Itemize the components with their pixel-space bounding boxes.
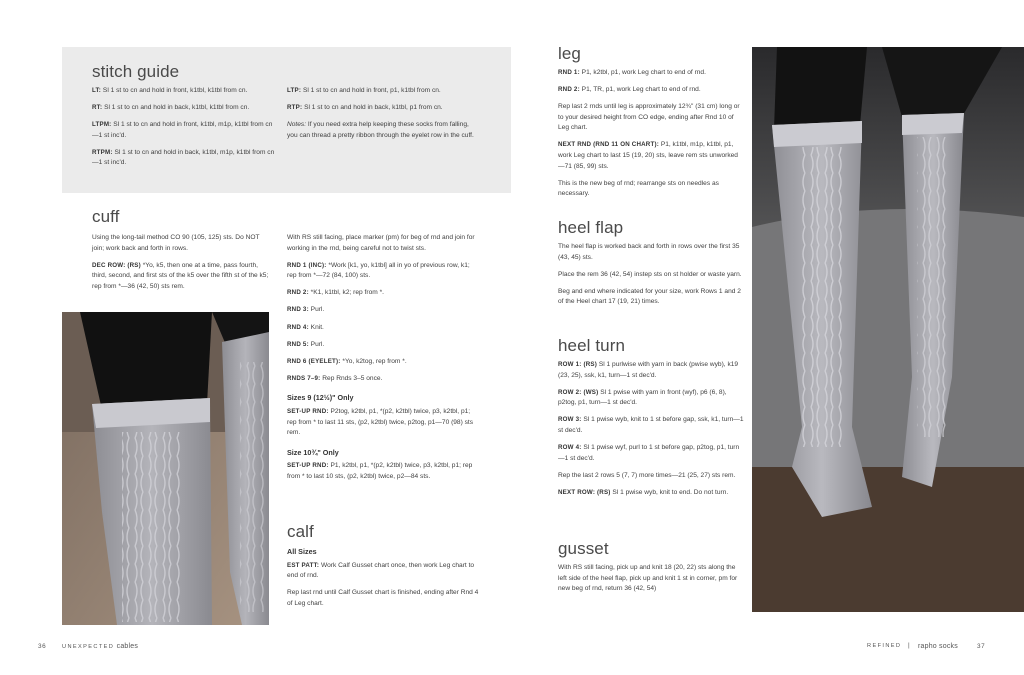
socks-image [752, 47, 1024, 612]
heel-turn-rep: Rep the last 2 rows 5 (7, 7) more times—21 (25, 27) sts rem. [558, 471, 736, 479]
size-b-heading: Size 10¾" Only [287, 447, 339, 457]
guide-item: LTP: Sl 1 st to cn and hold in front, p1, k1tbl from cn. [287, 87, 441, 94]
cuff-round: RND 5: Purl. [287, 340, 325, 348]
heel-turn-next: NEXT ROW: (RS) Sl 1 pwise wyb, knit to end. Do not turn. [558, 488, 729, 496]
calf-title: calf [287, 522, 314, 541]
cuff-dec-row: DEC ROW: (RS) *Yo, k5, then one at a time, pass fourth, third, second, and first sts of the k5 over the fifth st of the k5; rep from *—36 (42, 50) sts rem. [92, 261, 269, 290]
heel-turn-row: ROW 2: (WS) Sl 1 pwise with yarn in front (wyf), p6 (6, 8), p2tog, p1, turn—1 st dec'd. [558, 388, 727, 407]
size-a-heading: Sizes 9 (12½)" Only [287, 393, 354, 403]
right-running-title: rapho socks [918, 643, 958, 650]
heel-turn-row: ROW 1: (RS) Sl 1 purlwise with yarn in back (pwise wyb), k19 (23, 25), ssk, k1, turn—1 st dec'd. [558, 361, 739, 379]
socks-photo-right [752, 47, 1024, 612]
right-running-section: REFINED [867, 643, 902, 649]
cuff-col2 [287, 233, 479, 489]
cuff-round: RNDS 7–9: Rep Rnds 3–5 once. [287, 374, 383, 382]
running-head-separator: | [908, 642, 911, 649]
heel-turn-row: ROW 4: Sl 1 pwise wyf, purl to 1 st before gap, p2tog, p1, turn—1 st dec'd. [558, 444, 740, 462]
leg-next: NEXT RND (RND 11 ON CHART): P1, k1tbl, m1p, k1tbl, p1, work Leg chart to last 15 (19, 20) sts, leave rem sts unworked—71 (85, 99) sts. [558, 141, 738, 170]
gusset-section [558, 563, 744, 601]
gusset-title: gusset [558, 539, 609, 558]
calf-section [287, 547, 479, 616]
heel-flap-p3: Beg and end where indicated for your size, work Rows 1 and 2 of the Heel chart 17 (19, 21) times. [558, 287, 741, 306]
stitch-guide-title: stitch guide [92, 62, 180, 81]
socks-photo-left [62, 312, 269, 625]
left-running-head: UNEXPECTED cables [62, 643, 139, 650]
calf-est: EST PATT: Work Calf Gusset chart once, then work Leg chart to end of rnd. [287, 561, 475, 580]
leg-rep: Rep last 2 rnds until leg is approximately 12¾" (31 cm) long or to your desired height from CO edge, ending after Rnd 10 of Leg chart. [558, 103, 740, 132]
calf-rep: Rep last rnd until Calf Gusset chart is finished, ending after Rnd 4 of Leg chart. [287, 589, 479, 607]
heel-turn-row: ROW 3: Sl 1 pwise wyb, knit to 1 st before gap, ssk, k1, turn—1 st dec'd. [558, 416, 744, 434]
guide-item: RTPM: Sl 1 st to cn and hold in back, k1tbl, m1p, k1tbl from cn—1 st inc'd. [92, 148, 275, 167]
stitch-guide-col1 [92, 86, 278, 176]
cuff-join: With RS still facing, place marker (pm) for beg of rnd and join for working in the rnd, being careful not to twist sts. [287, 234, 475, 252]
cuff-title: cuff [92, 207, 120, 226]
cuff-intro: Using the long-tail method CO 90 (105, 125) sts. Do NOT join; work back and forth in rows. [92, 234, 260, 252]
heel-turn-section [558, 360, 744, 505]
gusset-text: With RS still facing, pick up and knit 18 (20, 22) sts along the left side of the heel flap, pick up and knit 1 st in corner, pm for new beg of rnd, return 36 (42, 54) [558, 564, 738, 593]
guide-item: RTP: Sl 1 st to cn and hold in back, k1tbl, p1 from cn. [287, 104, 443, 112]
heel-turn-title: heel turn [558, 336, 626, 355]
leg-round: RND 1: P1, k2tbl, p1, work Leg chart to end of rnd. [558, 69, 706, 76]
stitch-guide-col2 [287, 86, 479, 148]
socks-image [62, 312, 269, 625]
leg-round: RND 2: P1, TR, p1, work Leg chart to end of rnd. [558, 86, 701, 94]
left-page-number: 36 [38, 643, 47, 650]
cuff-round: RND 3: Purl. [287, 306, 325, 314]
heel-flap-section [558, 242, 744, 314]
heel-flap-p2: Place the rem 36 (42, 54) instep sts on st holder or waste yarn. [558, 270, 742, 278]
cuff-round: RND 2: *K1, k1tbl, k2; rep from *. [287, 289, 384, 297]
guide-item: RT: Sl 1 st to cn and hold in back, k1tbl, k1tbl from cn. [92, 104, 250, 112]
cuff-col1 [92, 233, 272, 299]
leg-section [558, 68, 744, 206]
cuff-round: RND 6 (EYELET): *Yo, k2tog, rep from *. [287, 357, 407, 365]
size-b-setup: SET-UP RND: P1, k2tbl, p1, *(p2, k2tbl) twice, p3, k2tbl, p1; rep from * to last 10 sts, (p2, k2tbl) twice, p2—84 sts. [287, 462, 473, 480]
heel-flap-p1: The heel flap is worked back and forth in rows over the first 35 (43, 45) sts. [558, 243, 740, 261]
calf-heading: All Sizes [287, 547, 317, 556]
cuff-round: RND 1 (INC): *Work [k1, yo, k1tbl] all in yo of previous row, k1; rep from *—72 (84, 100) sts. [287, 261, 470, 280]
size-a-setup: SET-UP RND: P2tog, k2tbl, p1, *(p2, k2tbl) twice, p3, k2tbl, p1; rep from * to last 11 sts, (p2, k2tbl) twice, p2tog, p1—70 (98) sts rem. [287, 408, 474, 437]
heel-flap-title: heel flap [558, 218, 624, 237]
guide-item: LTPM: Sl 1 st to cn and hold in front, k1tbl, m1p, k1tbl from cn—1 st inc'd. [92, 121, 273, 139]
right-page-number: 37 [977, 643, 986, 650]
guide-item: LT: Sl 1 st to cn and hold in front, k1tbl, k1tbl from cn. [92, 87, 248, 94]
leg-title: leg [558, 44, 581, 63]
guide-notes: Notes: If you need extra help keeping these socks from falling, you can thread a pretty ribbon through the eyelet row in the cuff. [287, 121, 474, 139]
leg-new-beg: This is the new beg of rnd; rearrange sts on needles as necessary. [558, 179, 719, 198]
cuff-round: RND 4: Knit. [287, 323, 324, 331]
